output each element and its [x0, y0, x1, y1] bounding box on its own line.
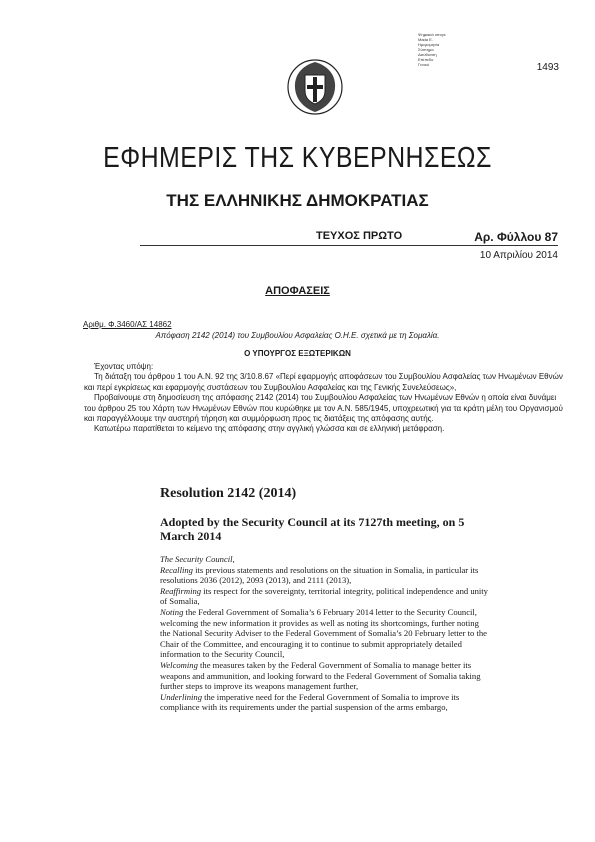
section-heading: ΑΠΟΦΑΣΕΙΣ [265, 285, 330, 297]
paragraph: Προβαίνουμε στη δημοσίευση της απόφασης 2142 (2014) του Συμβουλίου Ασφαλείας των Ηνωμένων Εθνών η οποία είναι δυνάμει του άρθρου 25 του Χάρτη των Ηνωμένων Εθνών που κυρώθηκε με τον Α.Ν. 585/1945, υποχρεωτική για τα κράτη μέλη του Οργανισμού και παραγγέλλουμε την αυστηρή τήρηση και συμμόρφωση προς τις διατάξεις της απόφασης αυτής. [84, 393, 563, 424]
paragraph-text: its respect for the sovereignty, territorial integrity, political independence and unity of Somalia, [160, 585, 488, 607]
stamp-line: Επίπεδο [418, 57, 434, 62]
paragraph-text: the imperative need for the Federal Government of Somalia to improve its compliance with its requirements under the partial suspension of the arms embargo, [160, 691, 460, 713]
resolution-paragraph [160, 565, 490, 586]
stamp-line: Σύστημα [418, 47, 434, 52]
paragraph: Έχοντας υπόψη: [94, 362, 154, 371]
stamp-line: Διεύθυνση [418, 52, 437, 57]
decision-title: Απόφαση 2142 (2014) του Συμβουλίου Ασφαλείας Ο.Η.Ε. σχετικά με τη Σομαλία. [155, 331, 440, 340]
paragraph-text: the Federal Government of Somalia’s 6 February 2014 letter to the Security Council, welcoming the new information it provides as well as noting its shortcomings, further noting the National Security Adviser to the Federal Government of Somalia’s 20 February letter to the Chair of the Committee, and encouraging it to continue to submit appropriately detailed information to the Security Council, [160, 606, 487, 660]
stamp-line: Γενικό [418, 62, 430, 67]
digital-signature-stamp [418, 32, 460, 67]
issue-date: 10 Απριλίου 2014 [479, 250, 558, 261]
stamp-line: Ψηφιακά υπογε [418, 32, 446, 37]
resolution-subtitle: Adopted by the Security Council at its 7127th meeting, on 5 March 2014 [160, 515, 465, 543]
paragraph-lead: Reaffirming [160, 585, 202, 596]
resolution-paragraph [160, 554, 490, 565]
resolution-body [160, 554, 490, 713]
paragraph-lead: Welcoming [160, 659, 198, 670]
paragraph-text: the measures taken by the Federal Government of Somalia to manage better its weapons and ammunition, and looking forward to the Federal Government of Somalia taking further steps to improve its weapons management further, [160, 659, 481, 692]
paragraph-lead: Recalling [160, 564, 193, 575]
paragraph-lead: Noting [160, 606, 184, 617]
gazette-subtitle: ΤΗΣ ΕΛΛΗΝΙΚΗΣ ΔΗΜΟΚΡΑΤΙΑΣ [166, 191, 429, 210]
sheet-number: Αρ. Φύλλου 87 [474, 230, 558, 244]
header-divider [140, 245, 558, 246]
resolution-paragraph [160, 607, 490, 660]
protocol-number: Αριθμ. Φ.3460/ΑΣ 14862 [83, 320, 172, 329]
paragraph: Τη διάταξη του άρθρου 1 του Α.Ν. 92 της 3/10.8.67 «Περί εφαρμογής αποφάσεων του Συμβουλίου Ασφαλείας των Ηνωμένων Εθνών και περί εγκρίσεως και εφαρμογής συστάσεων του Συμβουλίου Ασφαλείας και της Γενικής Συνελεύσεως», [84, 372, 563, 392]
stamp-line: Ημερομηνία [418, 42, 440, 47]
paragraph-text: its previous statements and resolutions on the situation in Somalia, in particular its resolutions 2036 (2012), 2093 (2013), and 2111 (2013), [160, 564, 479, 586]
stamp-line: Mada Ε. [418, 37, 433, 42]
paragraph: Κατωτέρω παρατίθεται το κείμενο της απόφασης στην αγγλική γλώσσα και σε ελληνική μετάφραση. [94, 424, 445, 434]
page-number: 1493 [536, 62, 559, 73]
paragraph-lead: The Security Council, [160, 554, 235, 564]
minister-heading: Ο ΥΠΟΥΡΓΟΣ ΕΞΩΤΕΡΙΚΩΝ [244, 349, 351, 358]
greek-coat-of-arms-icon [286, 58, 344, 116]
resolution-paragraph [160, 660, 490, 692]
resolution-paragraph [160, 586, 490, 607]
gazette-title: ΕΦΗΜΕΡΙΣ ΤΗΣ ΚΥΒΕΡΝΗΣΕΩΣ [103, 142, 492, 174]
resolution-title: Resolution 2142 (2014) [160, 486, 297, 501]
issue-label: ΤΕΥΧΟΣ ΠΡΩΤΟ [316, 230, 403, 242]
paragraph-lead: Underlining [160, 691, 203, 702]
greek-preamble [84, 362, 564, 435]
resolution-paragraph [160, 692, 490, 713]
